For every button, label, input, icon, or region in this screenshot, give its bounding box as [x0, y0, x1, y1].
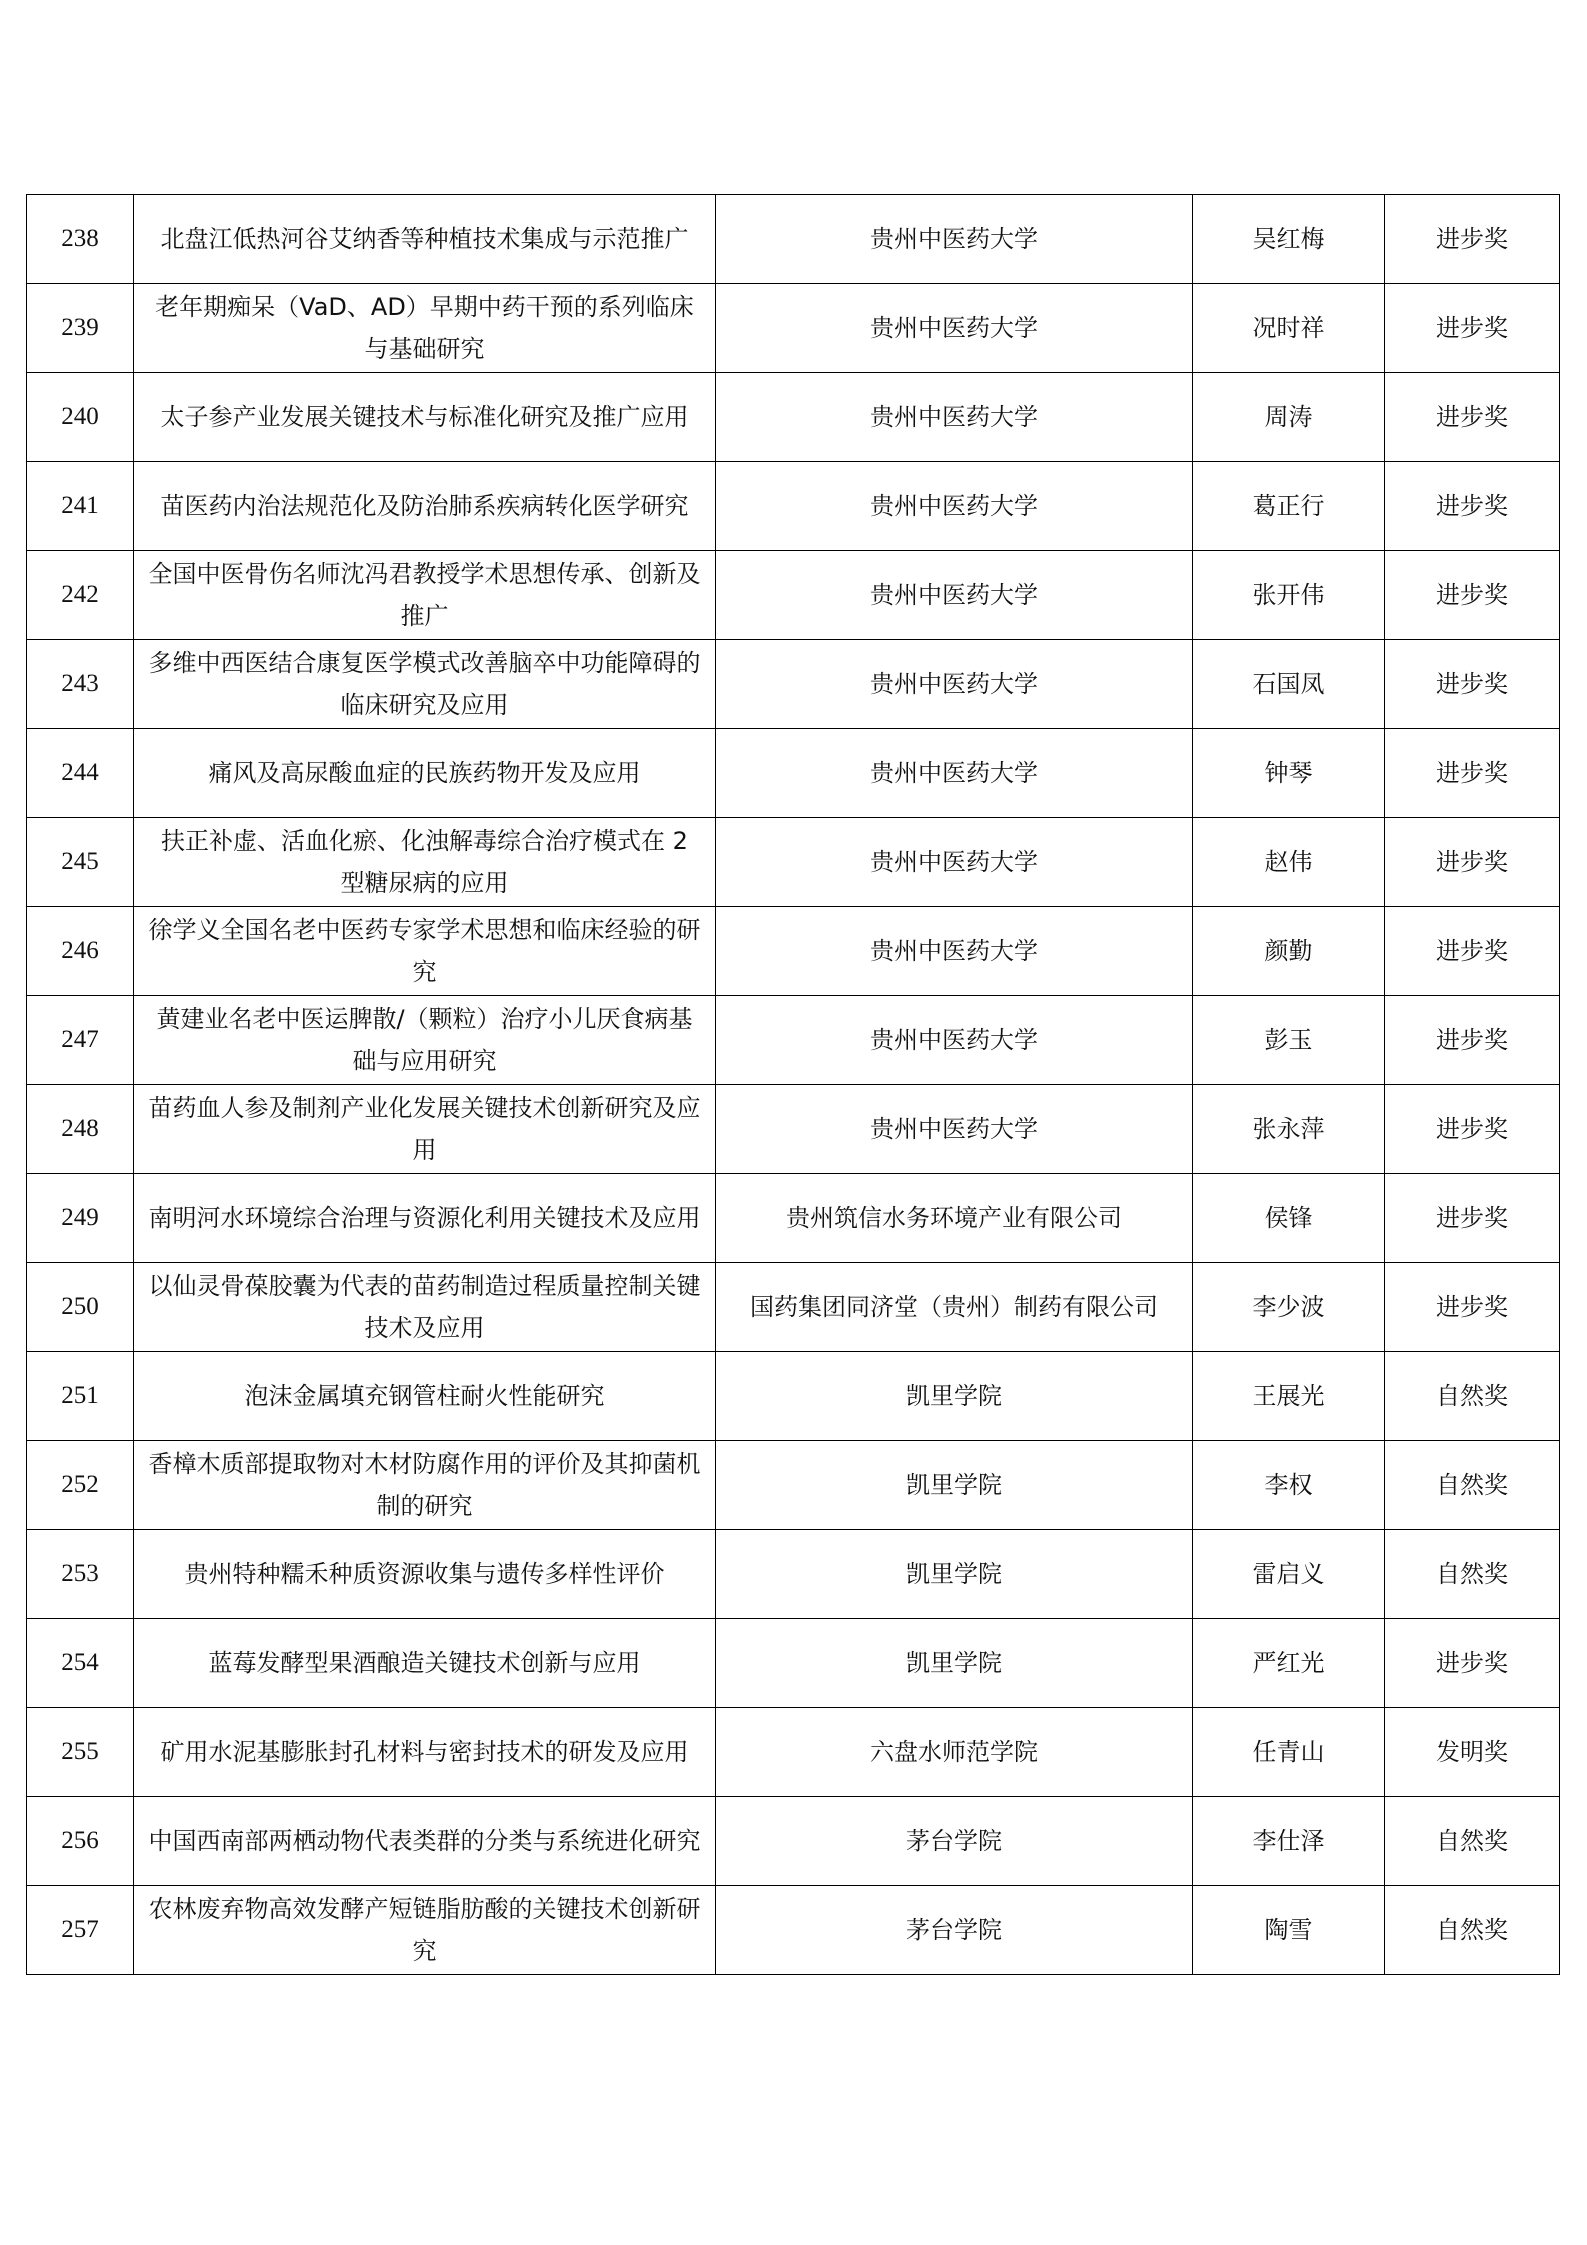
- table-row: [27, 1619, 1560, 1708]
- row-number: 240: [27, 373, 134, 462]
- project-title: 农林废弃物高效发酵产短链脂肪酸的关键技术创新研究: [134, 1886, 716, 1975]
- row-number: 251: [27, 1352, 134, 1441]
- lead-person: 侯锋: [1193, 1174, 1385, 1263]
- organization: 贵州中医药大学: [716, 640, 1193, 729]
- row-number: 241: [27, 462, 134, 551]
- project-title: 苗药血人参及制剂产业化发展关键技术创新研究及应用: [134, 1085, 716, 1174]
- table-row: [27, 373, 1560, 462]
- row-number: 256: [27, 1797, 134, 1886]
- table-row: [27, 1352, 1560, 1441]
- row-number: 238: [27, 195, 134, 284]
- project-title: 太子参产业发展关键技术与标准化研究及推广应用: [134, 373, 716, 462]
- table-row: [27, 284, 1560, 373]
- award-type: 自然奖: [1385, 1441, 1560, 1530]
- lead-person: 钟琴: [1193, 729, 1385, 818]
- awards-table-body: [27, 195, 1560, 1975]
- project-title: 黄建业名老中医运脾散/（颗粒）治疗小儿厌食病基础与应用研究: [134, 996, 716, 1085]
- row-number: 242: [27, 551, 134, 640]
- row-number: 244: [27, 729, 134, 818]
- award-type: 进步奖: [1385, 729, 1560, 818]
- row-number: 248: [27, 1085, 134, 1174]
- organization: 凯里学院: [716, 1619, 1193, 1708]
- award-type: 发明奖: [1385, 1708, 1560, 1797]
- organization: 贵州中医药大学: [716, 195, 1193, 284]
- row-number: 239: [27, 284, 134, 373]
- organization: 凯里学院: [716, 1441, 1193, 1530]
- project-title: 香樟木质部提取物对木材防腐作用的评价及其抑菌机制的研究: [134, 1441, 716, 1530]
- table-row: [27, 1174, 1560, 1263]
- table-row: [27, 907, 1560, 996]
- row-number: 255: [27, 1708, 134, 1797]
- project-title: 蓝莓发酵型果酒酿造关键技术创新与应用: [134, 1619, 716, 1708]
- table-row: [27, 551, 1560, 640]
- table-row: [27, 1085, 1560, 1174]
- project-title: 矿用水泥基膨胀封孔材料与密封技术的研发及应用: [134, 1708, 716, 1797]
- award-type: 进步奖: [1385, 996, 1560, 1085]
- table-row: [27, 640, 1560, 729]
- organization: 贵州中医药大学: [716, 818, 1193, 907]
- table-row: [27, 729, 1560, 818]
- lead-person: 吴红梅: [1193, 195, 1385, 284]
- lead-person: 颜勤: [1193, 907, 1385, 996]
- organization: 六盘水师范学院: [716, 1708, 1193, 1797]
- project-title: 徐学义全国名老中医药专家学术思想和临床经验的研究: [134, 907, 716, 996]
- project-title: 泡沫金属填充钢管柱耐火性能研究: [134, 1352, 716, 1441]
- project-title: 痛风及高尿酸血症的民族药物开发及应用: [134, 729, 716, 818]
- award-type: 自然奖: [1385, 1886, 1560, 1975]
- table-row: [27, 1708, 1560, 1797]
- table-row: [27, 996, 1560, 1085]
- lead-person: 张开伟: [1193, 551, 1385, 640]
- award-type: 进步奖: [1385, 462, 1560, 551]
- award-type: 进步奖: [1385, 1619, 1560, 1708]
- table-row: [27, 1263, 1560, 1352]
- project-title: 全国中医骨伤名师沈冯君教授学术思想传承、创新及推广: [134, 551, 716, 640]
- organization: 贵州中医药大学: [716, 551, 1193, 640]
- project-title: 扶正补虚、活血化瘀、化浊解毒综合治疗模式在 2 型糖尿病的应用: [134, 818, 716, 907]
- table-row: [27, 818, 1560, 907]
- row-number: 243: [27, 640, 134, 729]
- organization: 贵州筑信水务环境产业有限公司: [716, 1174, 1193, 1263]
- project-title: 南明河水环境综合治理与资源化利用关键技术及应用: [134, 1174, 716, 1263]
- project-title: 北盘江低热河谷艾纳香等种植技术集成与示范推广: [134, 195, 716, 284]
- organization: 茅台学院: [716, 1797, 1193, 1886]
- table-row: [27, 1886, 1560, 1975]
- row-number: 247: [27, 996, 134, 1085]
- row-number: 250: [27, 1263, 134, 1352]
- row-number: 254: [27, 1619, 134, 1708]
- award-type: 进步奖: [1385, 373, 1560, 462]
- award-type: 自然奖: [1385, 1352, 1560, 1441]
- lead-person: 况时祥: [1193, 284, 1385, 373]
- lead-person: 李权: [1193, 1441, 1385, 1530]
- lead-person: 陶雪: [1193, 1886, 1385, 1975]
- organization: 贵州中医药大学: [716, 996, 1193, 1085]
- organization: 凯里学院: [716, 1530, 1193, 1619]
- lead-person: 李仕泽: [1193, 1797, 1385, 1886]
- award-type: 进步奖: [1385, 284, 1560, 373]
- project-title: 贵州特种糯禾种质资源收集与遗传多样性评价: [134, 1530, 716, 1619]
- award-type: 进步奖: [1385, 551, 1560, 640]
- organization: 凯里学院: [716, 1352, 1193, 1441]
- organization: 贵州中医药大学: [716, 462, 1193, 551]
- lead-person: 彭玉: [1193, 996, 1385, 1085]
- awards-table: [26, 194, 1560, 1975]
- organization: 茅台学院: [716, 1886, 1193, 1975]
- row-number: 245: [27, 818, 134, 907]
- organization: 国药集团同济堂（贵州）制药有限公司: [716, 1263, 1193, 1352]
- lead-person: 雷启义: [1193, 1530, 1385, 1619]
- lead-person: 周涛: [1193, 373, 1385, 462]
- project-title: 多维中西医结合康复医学模式改善脑卒中功能障碍的临床研究及应用: [134, 640, 716, 729]
- award-type: 进步奖: [1385, 1174, 1560, 1263]
- row-number: 249: [27, 1174, 134, 1263]
- lead-person: 严红光: [1193, 1619, 1385, 1708]
- organization: 贵州中医药大学: [716, 373, 1193, 462]
- project-title: 中国西南部两栖动物代表类群的分类与系统进化研究: [134, 1797, 716, 1886]
- organization: 贵州中医药大学: [716, 729, 1193, 818]
- award-type: 进步奖: [1385, 640, 1560, 729]
- lead-person: 李少波: [1193, 1263, 1385, 1352]
- award-type: 自然奖: [1385, 1797, 1560, 1886]
- table-row: [27, 1530, 1560, 1619]
- organization: 贵州中医药大学: [716, 907, 1193, 996]
- table-row: [27, 1797, 1560, 1886]
- lead-person: 任青山: [1193, 1708, 1385, 1797]
- organization: 贵州中医药大学: [716, 1085, 1193, 1174]
- project-title: 苗医药内治法规范化及防治肺系疾病转化医学研究: [134, 462, 716, 551]
- row-number: 257: [27, 1886, 134, 1975]
- lead-person: 张永萍: [1193, 1085, 1385, 1174]
- award-type: 自然奖: [1385, 1530, 1560, 1619]
- table-row: [27, 462, 1560, 551]
- organization: 贵州中医药大学: [716, 284, 1193, 373]
- row-number: 246: [27, 907, 134, 996]
- award-type: 进步奖: [1385, 195, 1560, 284]
- award-type: 进步奖: [1385, 818, 1560, 907]
- award-type: 进步奖: [1385, 907, 1560, 996]
- award-type: 进步奖: [1385, 1263, 1560, 1352]
- lead-person: 葛正行: [1193, 462, 1385, 551]
- table-row: [27, 1441, 1560, 1530]
- lead-person: 石国凤: [1193, 640, 1385, 729]
- project-title: 以仙灵骨葆胶囊为代表的苗药制造过程质量控制关键技术及应用: [134, 1263, 716, 1352]
- lead-person: 赵伟: [1193, 818, 1385, 907]
- lead-person: 王展光: [1193, 1352, 1385, 1441]
- award-type: 进步奖: [1385, 1085, 1560, 1174]
- row-number: 252: [27, 1441, 134, 1530]
- project-title: 老年期痴呆（VaD、AD）早期中药干预的系列临床与基础研究: [134, 284, 716, 373]
- row-number: 253: [27, 1530, 134, 1619]
- table-row: [27, 195, 1560, 284]
